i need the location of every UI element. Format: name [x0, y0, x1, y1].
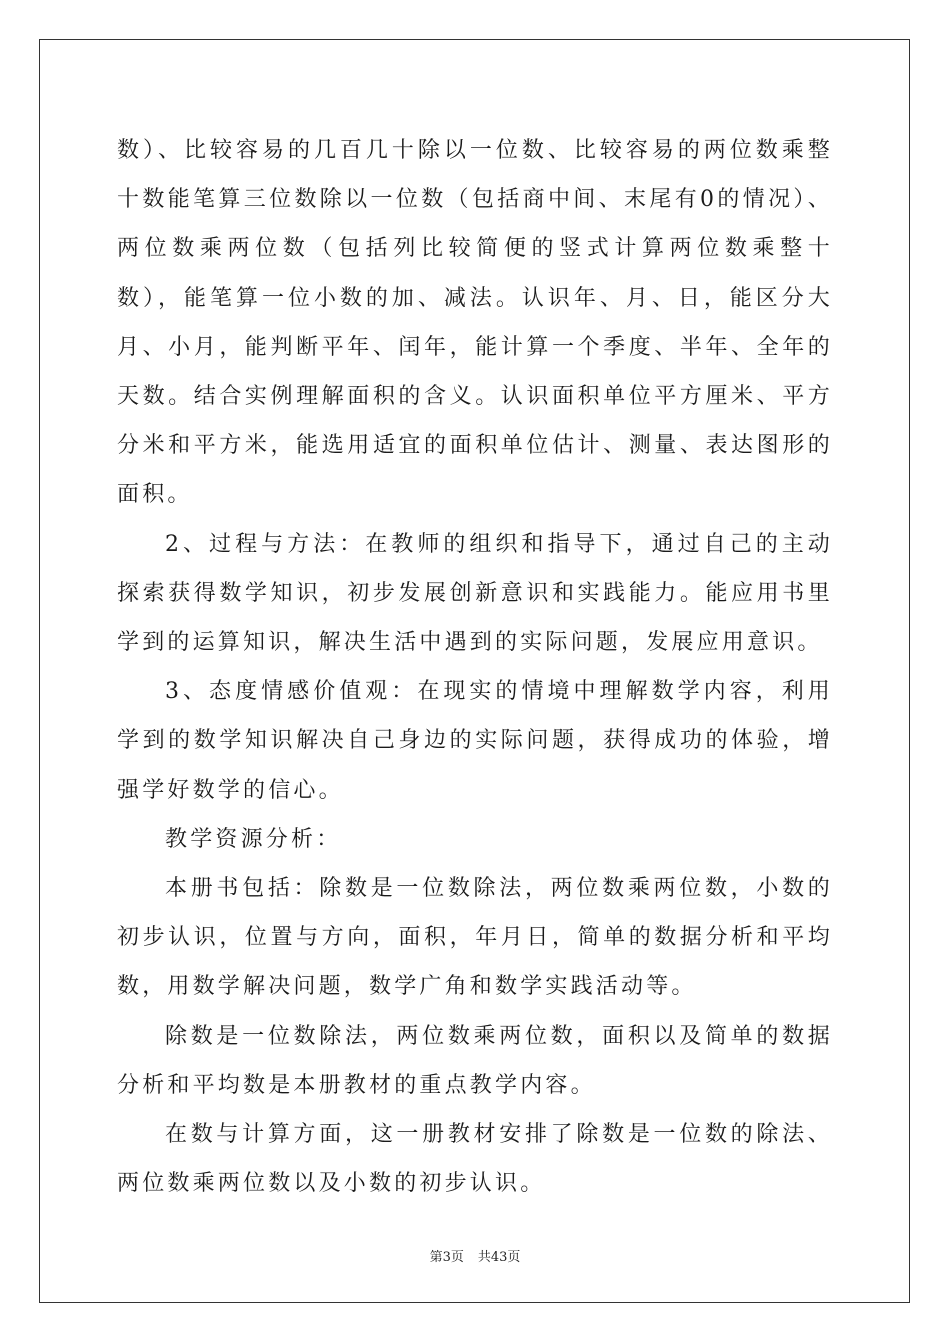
paragraph-number-calculation: 在数与计算方面，这一册教材安排了除数是一位数的除法、两位数乘两位数以及小数的初步认识。: [117, 1122, 833, 1197]
page-number: 第3页: [429, 1250, 464, 1265]
paragraph-learning-goals: 数）、比较容易的几百几十除以一位数、比较容易的两位数乘整十数能笔算三位数除以一位数（包括商中间、末尾有0的情况）、两位数乘两位数（包括列比较简便的竖式计算两位数乘整十数），能笔算一位小数的加、减法。认识年、月、日，能区分大月、小月，能判断平年、闰年，能计算一个季度、半年、全年的天数。结合实例理解面积的含义。认识面积单位平方厘米、平方分米和平方米，能选用适宜的面积单位估计、测量、表达图形的面积。: [117, 138, 833, 508]
paragraph-process-method: 2、过程与方法：在教师的组织和指导下，通过自己的主动探索获得数学知识，初步发展创新意识和实践能力。能应用书里学到的运算知识，解决生活中遇到的实际问题，发展应用意识。: [117, 531, 833, 656]
paragraph-book-contents: 本册书包括：除数是一位数除法，两位数乘两位数，小数的初步认识，位置与方向，面积，年月日，简单的数据分析和平均数，用数学解决问题，数学广角和数学实践活动等。: [117, 876, 833, 1000]
paragraph-attitude-values: 3、态度情感价值观：在现实的情境中理解数学内容，利用学到的数学知识解决自己身边的实际问题，获得成功的体验，增强学好数学的信心。: [117, 679, 833, 803]
page-total: 共43页: [477, 1250, 521, 1265]
page-footer: [0, 1246, 950, 1265]
paragraph-key-content: 除数是一位数除法，两位数乘两位数，面积以及简单的数据分析和平均数是本册教材的重点教学内容。: [117, 1023, 833, 1098]
section-heading-resource-analysis: 教学资源分析：: [165, 826, 342, 852]
document-body: [117, 126, 833, 1208]
